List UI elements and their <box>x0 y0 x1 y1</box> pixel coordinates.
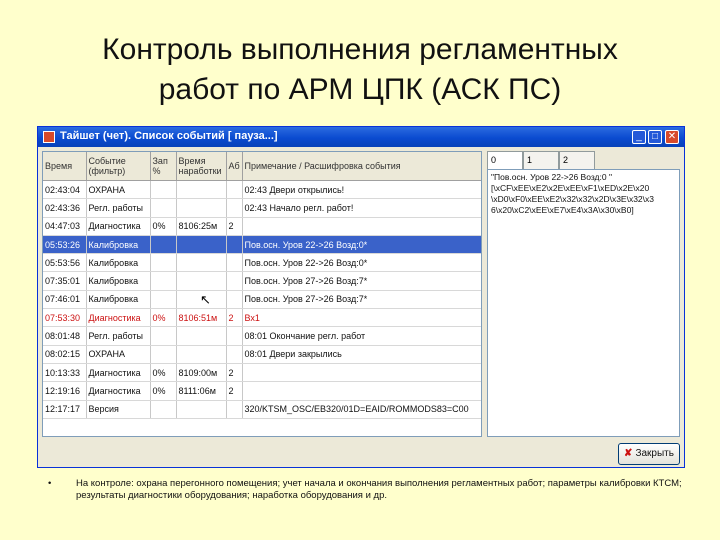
cell-event: Версия <box>86 400 150 418</box>
cell-hours: 8106:25м <box>176 217 226 235</box>
table-row[interactable] <box>43 199 481 217</box>
cell-event: Калибровка <box>86 254 150 272</box>
cell-note <box>242 382 481 400</box>
cell-hours <box>176 235 226 253</box>
cell-ab <box>226 254 242 272</box>
cell-time: 08:02:15 <box>43 345 86 363</box>
cell-ab <box>226 235 242 253</box>
column-header-note[interactable]: Примечание / Расшифровка события <box>242 152 481 181</box>
event-grid[interactable] <box>42 151 482 437</box>
cell-time: 05:53:56 <box>43 254 86 272</box>
cell-ab <box>226 181 242 199</box>
cell-note <box>242 217 481 235</box>
slide-title-line-1: Контроль выполнения регламентных <box>102 33 618 66</box>
column-header-hours[interactable]: Время наработки <box>176 152 226 181</box>
close-window-icon[interactable]: ✕ <box>665 130 679 144</box>
window-titlebar[interactable] <box>38 127 684 147</box>
cell-time: 07:46:01 <box>43 290 86 308</box>
table-row[interactable] <box>43 235 481 253</box>
cell-pct <box>150 272 176 290</box>
tab-1[interactable]: 1 <box>523 151 559 169</box>
app-icon <box>43 131 55 143</box>
cell-note <box>242 363 481 381</box>
cell-note: 02:43 Начало регл. работ! <box>242 199 481 217</box>
cell-event: Калибровка <box>86 235 150 253</box>
table-row[interactable] <box>43 363 481 381</box>
cell-note: 02:43 Двери открылись! <box>242 181 481 199</box>
cell-pct <box>150 290 176 308</box>
cell-time: 07:35:01 <box>43 272 86 290</box>
cell-hours <box>176 400 226 418</box>
cell-pct: 0% <box>150 363 176 381</box>
mouse-cursor-icon: ↖ <box>200 292 211 307</box>
cell-time: 05:53:26 <box>43 235 86 253</box>
cell-ab <box>226 290 242 308</box>
cell-hours: 8106:51м <box>176 309 226 327</box>
cell-ab: 2 <box>226 217 242 235</box>
cell-event: Диагностика <box>86 217 150 235</box>
cell-event: Регл. работы <box>86 327 150 345</box>
column-header-ab[interactable]: Аб <box>226 152 242 181</box>
table-row[interactable] <box>43 382 481 400</box>
detail-tabs <box>487 151 680 169</box>
cell-time: 12:19:16 <box>43 382 86 400</box>
cell-hours <box>176 272 226 290</box>
table-row[interactable] <box>43 309 481 327</box>
cell-pct <box>150 235 176 253</box>
cell-note: 320/KTSM_OSC/EB320/01D=EAID/ROMMODS83=C00 <box>242 400 481 418</box>
cell-note: 08:01 Окончание регл. работ <box>242 327 481 345</box>
cell-time: 04:47:03 <box>43 217 86 235</box>
column-header-time[interactable]: Время <box>43 152 86 181</box>
cell-event: Диагностика <box>86 363 150 381</box>
cell-note: Пов.осн. Уров 22->26 Возд:0* <box>242 254 481 272</box>
cell-hours: 8111:06м <box>176 382 226 400</box>
table-row[interactable] <box>43 272 481 290</box>
tab-2[interactable]: 2 <box>559 151 595 169</box>
cell-event: Калибровка <box>86 290 150 308</box>
cell-note: Пов.осн. Уров 27->26 Возд:7* <box>242 290 481 308</box>
event-list-window <box>37 126 685 468</box>
event-detail-panel <box>487 151 680 437</box>
cell-event: Калибровка <box>86 272 150 290</box>
cell-pct <box>150 254 176 272</box>
cell-ab <box>226 199 242 217</box>
close-x-icon: ✘ <box>624 448 633 459</box>
cell-hours <box>176 254 226 272</box>
cell-time: 02:43:04 <box>43 181 86 199</box>
cell-ab <box>226 272 242 290</box>
cell-ab: 2 <box>226 363 242 381</box>
cell-event: ОХРАНА <box>86 181 150 199</box>
cell-ab <box>226 345 242 363</box>
cell-event: Регл. работы <box>86 199 150 217</box>
event-table <box>43 152 482 419</box>
cell-pct: 0% <box>150 217 176 235</box>
tab-0[interactable]: 0 <box>487 151 523 170</box>
cell-hours <box>176 181 226 199</box>
cell-pct <box>150 199 176 217</box>
table-row[interactable] <box>43 400 481 418</box>
cell-time: 12:17:17 <box>43 400 86 418</box>
cell-pct <box>150 181 176 199</box>
cell-pct: 0% <box>150 382 176 400</box>
close-button-label: Закрыть <box>635 448 674 459</box>
table-row[interactable] <box>43 327 481 345</box>
cell-hours: 8109:00м <box>176 363 226 381</box>
slide-title-line-2: работ по АРМ ЦПК (АСК ПС) <box>158 73 562 106</box>
cell-ab: 2 <box>226 382 242 400</box>
cell-ab <box>226 327 242 345</box>
table-header-row <box>43 152 481 181</box>
bullet-icon: • <box>48 478 52 489</box>
maximize-icon[interactable]: □ <box>648 130 662 144</box>
cell-pct <box>150 327 176 345</box>
cell-note: Пов.осн. Уров 22->26 Возд:0* <box>242 235 481 253</box>
cell-hours <box>176 327 226 345</box>
cell-note: Вх1 <box>242 309 481 327</box>
cell-event: ОХРАНА <box>86 345 150 363</box>
table-row[interactable] <box>43 181 481 199</box>
close-button[interactable] <box>618 443 680 465</box>
bullet-text: На контроле: охрана перегонного помещения; учет начала и окончания выполнения регламентных работ; параметры калибровки КТСМ; результаты диагностики оборудования; наработка оборудования и др. <box>76 478 682 501</box>
table-row[interactable] <box>43 217 481 235</box>
table-row[interactable] <box>43 345 481 363</box>
column-header-event[interactable]: Событие (фильтр) <box>86 152 150 181</box>
cell-pct <box>150 400 176 418</box>
cell-time: 02:43:36 <box>43 199 86 217</box>
window-title: Тайшет (чет). Список событий [ пауза...] <box>60 130 278 142</box>
table-row[interactable] <box>43 254 481 272</box>
cell-time: 07:53:30 <box>43 309 86 327</box>
cell-ab <box>226 400 242 418</box>
cell-time: 10:13:33 <box>43 363 86 381</box>
cell-event: Диагностика <box>86 309 150 327</box>
cell-time: 08:01:48 <box>43 327 86 345</box>
event-detail-text[interactable]: "Пов.осн. Уров 22->26 Возд:0 " [\xCF\xEE\xE2\x2E\xEE\xF1\xED\x2E\x20 \xD0\xF0\xEE\xE2\x32\x32\x2D\x3E\x32\x3 6\x20\xC2\xEE\xE7\xE4\x3A\x30\xB0] <box>487 169 680 437</box>
column-header-pct[interactable]: Зап % <box>150 152 176 181</box>
cell-note: Пов.осн. Уров 27->26 Возд:7* <box>242 272 481 290</box>
cell-hours <box>176 345 226 363</box>
cell-hours <box>176 199 226 217</box>
minimize-icon[interactable]: _ <box>632 130 646 144</box>
cell-ab: 2 <box>226 309 242 327</box>
cell-pct <box>150 345 176 363</box>
table-row[interactable] <box>43 290 481 308</box>
cell-event: Диагностика <box>86 382 150 400</box>
slide-title <box>0 30 720 110</box>
cell-pct: 0% <box>150 309 176 327</box>
cell-note: 08:01 Двери закрылись <box>242 345 481 363</box>
